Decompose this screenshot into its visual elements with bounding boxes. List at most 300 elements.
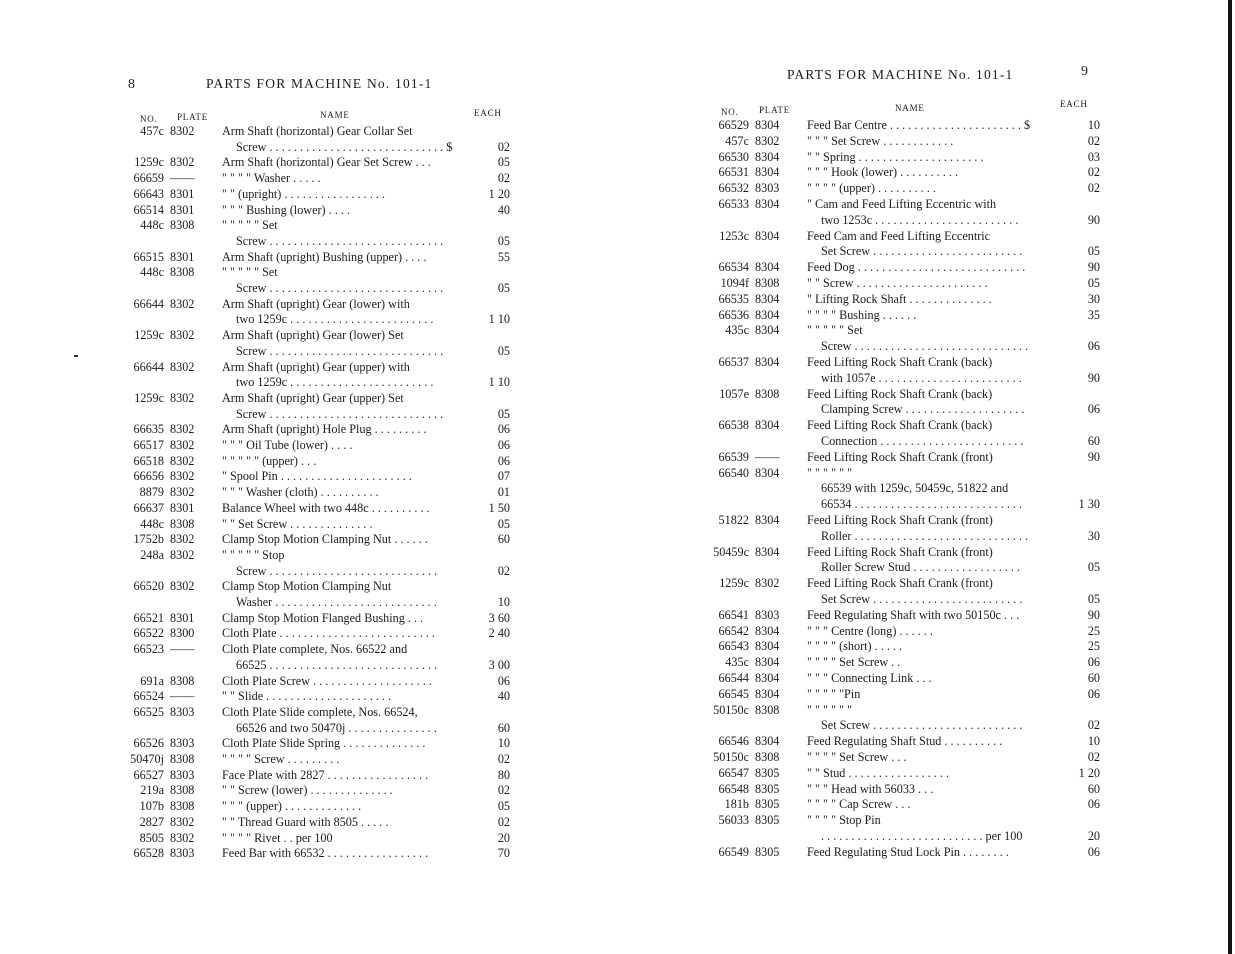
part-number: 66537	[718, 355, 749, 369]
part-row	[705, 687, 1100, 701]
plate-number: 8308	[755, 386, 780, 401]
part-number: 1259c	[134, 328, 164, 343]
plate-number: 8308	[170, 516, 195, 531]
part-price: 90	[1087, 607, 1100, 622]
part-name: " " " " Screw . . . . . . . . .	[222, 752, 340, 766]
part-number: 8879	[139, 485, 164, 500]
plate-number: 8302	[755, 576, 780, 591]
column-header-no: NO.	[140, 114, 158, 124]
part-name: Connection . . . . . . . . . . . . . . . . . . . . . . . .	[821, 434, 1024, 448]
part-row	[705, 766, 1100, 780]
part-name: 66526 and two 50470j . . . . . . . . . . . . . . .	[236, 720, 437, 735]
part-price: 02	[497, 139, 510, 154]
plate-number: 8302	[170, 124, 195, 138]
part-name: " " Stud . . . . . . . . . . . . . . . . .	[807, 765, 949, 780]
part-number: 691a	[140, 673, 164, 688]
part-row	[120, 360, 510, 374]
part-name: Feed Lifting Rock Shaft Crank (front)	[807, 513, 993, 527]
part-number: 66522	[133, 626, 164, 641]
part-row	[120, 831, 510, 845]
part-price: 05	[497, 799, 510, 814]
part-name: " " " " Washer . . . . .	[222, 171, 321, 186]
part-price: 07	[497, 469, 510, 484]
part-price: 06	[1087, 339, 1100, 354]
part-number: 448c	[140, 218, 164, 233]
part-name: " " Slide . . . . . . . . . . . . . . . . . . . . .	[222, 689, 392, 704]
part-price: 25	[1087, 639, 1100, 654]
part-number: 50470j	[130, 752, 164, 766]
part-number: 66523	[133, 642, 164, 657]
part-name: two 1259c . . . . . . . . . . . . . . . . . . . . . . . .	[236, 312, 434, 327]
part-number: 66520	[133, 579, 164, 594]
part-price: 02	[1087, 750, 1100, 764]
part-name: Screw . . . . . . . . . . . . . . . . . . . . . . . . . . . . .	[821, 339, 1029, 354]
part-row	[705, 434, 1100, 448]
part-name: " " " " " Set	[222, 265, 278, 280]
part-price: 03	[1087, 149, 1100, 164]
part-name: Cloth Plate Screw . . . . . . . . . . . . . . . . . . . .	[222, 673, 432, 688]
part-number: 66517	[133, 438, 164, 452]
part-name: Set Screw . . . . . . . . . . . . . . . . . . . . . . . . .	[821, 718, 1023, 733]
plate-number: 8303	[755, 607, 780, 622]
part-price: 01	[497, 485, 510, 500]
part-name: " " " " Cap Screw . . .	[807, 797, 911, 812]
plate-number: ——	[170, 689, 195, 704]
part-number: 66656	[133, 469, 164, 484]
part-name: " " " Centre (long) . . . . . .	[807, 623, 933, 638]
plate-number: 8304	[755, 418, 780, 433]
part-price: 05	[497, 406, 510, 421]
part-number: 66544	[718, 671, 749, 685]
part-number: 66546	[718, 734, 749, 749]
plate-number: 8300	[170, 626, 195, 641]
part-row	[120, 234, 510, 248]
part-name: " " " " Bushing . . . . . .	[807, 307, 917, 322]
part-name: Feed Lifting Rock Shaft Crank (front)	[807, 544, 993, 559]
part-price: 02	[497, 563, 510, 578]
plate-number: 8308	[170, 218, 195, 233]
part-name: " " " Connecting Link . . .	[807, 671, 932, 685]
part-row	[705, 703, 1100, 717]
page-title: PARTS FOR MACHINE No. 101-1	[787, 67, 1014, 82]
plate-number: 8305	[755, 765, 780, 780]
part-name: Screw . . . . . . . . . . . . . . . . . . . . . . . . . . . . .	[236, 233, 444, 248]
plate-number: 8302	[170, 485, 195, 500]
part-row	[120, 140, 510, 154]
plate-number: 8304	[755, 165, 780, 180]
part-price: 40	[497, 689, 510, 704]
plate-number: 8302	[170, 814, 195, 829]
part-number: 66543	[718, 639, 749, 654]
part-row	[120, 485, 510, 499]
part-row	[705, 260, 1100, 274]
part-row	[120, 768, 510, 782]
part-row	[120, 689, 510, 703]
part-price: 05	[1087, 592, 1100, 606]
scan-mark	[74, 355, 78, 357]
part-row	[120, 155, 510, 169]
part-number: 50150c	[713, 750, 749, 764]
plate-number: 8304	[755, 544, 780, 559]
part-price: 05	[1087, 244, 1100, 259]
part-price: 60	[1087, 781, 1100, 796]
part-name: " " " " " Stop	[222, 547, 285, 562]
part-number: 56033	[718, 813, 749, 828]
part-number: 66534	[718, 260, 749, 275]
part-name: Feed Regulating Shaft with two 50150c . . .	[807, 607, 1020, 622]
part-name: Arm Shaft (upright) Gear (lower) with	[222, 296, 410, 311]
part-number: 66541	[718, 607, 749, 622]
part-number: 1259c	[134, 390, 164, 405]
plate-number: 8305	[755, 813, 780, 828]
part-row	[705, 229, 1100, 243]
column-header-name: NAME	[895, 103, 925, 113]
part-row	[705, 782, 1100, 796]
part-row	[120, 752, 510, 766]
part-row	[705, 560, 1100, 574]
plate-number: 8304	[755, 639, 780, 654]
part-row	[120, 454, 510, 468]
part-name: " " " " " "	[807, 465, 853, 480]
part-row	[705, 418, 1100, 432]
part-name: Clamping Screw . . . . . . . . . . . . . . . . . . . .	[821, 402, 1025, 417]
part-price: 25	[1087, 623, 1100, 638]
part-price: 02	[1087, 718, 1100, 733]
part-row	[120, 265, 510, 279]
part-price: 1 10	[488, 312, 510, 327]
part-name: Feed Bar Centre . . . . . . . . . . . . . . . . . . . . . . $	[807, 118, 1031, 132]
part-number: 51822	[718, 513, 749, 527]
part-row	[705, 734, 1100, 748]
part-row	[120, 611, 510, 625]
part-row	[705, 513, 1100, 527]
part-row	[705, 308, 1100, 322]
part-number: 66538	[718, 418, 749, 433]
part-row	[705, 150, 1100, 164]
page-number: 8	[128, 77, 135, 92]
part-row	[705, 845, 1100, 859]
part-name: " " " Head with 56033 . . .	[807, 781, 934, 796]
part-row	[120, 579, 510, 593]
part-name: Cloth Plate . . . . . . . . . . . . . . . . . . . . . . . . . .	[222, 626, 435, 641]
plate-number: 8304	[755, 355, 780, 369]
part-price: 1 20	[1078, 765, 1100, 780]
part-row	[705, 213, 1100, 227]
part-price: 05	[1087, 276, 1100, 290]
plate-number: 8304	[755, 623, 780, 638]
part-number: 66637	[133, 500, 164, 515]
part-name: Feed Lifting Rock Shaft Crank (back)	[807, 355, 993, 369]
part-name: Arm Shaft (upright) Gear (upper) Set	[222, 390, 404, 405]
part-price: 06	[1087, 402, 1100, 417]
part-row	[120, 375, 510, 389]
plate-number: 8304	[755, 260, 780, 275]
part-price: 05	[497, 281, 510, 295]
part-number: 66524	[133, 689, 164, 704]
plate-number: 8301	[170, 249, 195, 264]
part-name: Feed Lifting Rock Shaft Crank (front)	[807, 449, 993, 464]
part-name: Set Screw . . . . . . . . . . . . . . . . . . . . . . . . .	[821, 592, 1023, 606]
part-number: 66643	[133, 186, 164, 201]
part-name: " " Screw (lower) . . . . . . . . . . . . . .	[222, 783, 393, 798]
part-name: Cloth Plate Slide Spring . . . . . . . . . . . . . .	[222, 736, 426, 751]
part-name: Roller Screw Stud . . . . . . . . . . . . . . . . . .	[821, 560, 1021, 575]
plate-number: 8305	[755, 797, 780, 812]
plate-number: 8302	[170, 453, 195, 468]
part-row	[705, 829, 1100, 843]
part-price: 05	[497, 233, 510, 248]
part-number: 1253c	[719, 228, 749, 243]
part-row	[705, 323, 1100, 337]
part-row	[120, 595, 510, 609]
part-row	[705, 655, 1100, 669]
part-row	[120, 344, 510, 358]
part-name: Cloth Plate complete, Nos. 66522 and	[222, 642, 408, 657]
part-price: 06	[1087, 655, 1100, 670]
part-row	[120, 438, 510, 452]
plate-number: 8304	[755, 228, 780, 243]
part-number: 66515	[133, 249, 164, 264]
part-price: 30	[1087, 291, 1100, 306]
part-price: 06	[1087, 686, 1100, 701]
column-header-no: NO.	[721, 107, 739, 117]
part-name: two 1253c . . . . . . . . . . . . . . . . . . . . . . . .	[821, 212, 1019, 227]
plate-number: 8304	[755, 118, 780, 132]
part-price: 1 30	[1078, 497, 1100, 512]
part-price: 05	[497, 155, 510, 170]
part-row	[120, 705, 510, 719]
part-row	[120, 469, 510, 483]
part-price: 02	[497, 752, 510, 766]
part-row	[120, 250, 510, 264]
part-row	[120, 532, 510, 546]
plate-number: 8304	[755, 197, 780, 211]
part-number: 66540	[718, 465, 749, 480]
plate-number: 8302	[170, 830, 195, 845]
part-row	[120, 783, 510, 797]
part-row	[120, 799, 510, 813]
plate-number: 8304	[755, 734, 780, 749]
part-price: 06	[497, 438, 510, 452]
plate-number: 8303	[170, 767, 195, 782]
part-number: 66644	[133, 359, 164, 374]
part-row	[120, 564, 510, 578]
part-price: 06	[497, 453, 510, 468]
part-row	[120, 171, 510, 185]
part-row	[705, 466, 1100, 480]
plate-number: 8302	[170, 422, 195, 437]
part-row	[705, 813, 1100, 827]
part-number: 66644	[133, 296, 164, 311]
part-name: " " " Bushing (lower) . . . .	[222, 202, 350, 217]
part-row	[705, 545, 1100, 559]
part-price: 80	[497, 767, 510, 782]
plate-number: 8308	[755, 750, 780, 764]
part-price: 06	[1087, 797, 1100, 812]
part-name: " " " (upper) . . . . . . . . . . . . .	[222, 799, 362, 814]
plate-number: 8302	[170, 155, 195, 170]
part-number: 66547	[718, 765, 749, 780]
part-name: " " " " "Pin	[807, 686, 861, 701]
plate-number: 8304	[755, 291, 780, 306]
plate-number: 8304	[755, 655, 780, 670]
part-price: 2 40	[488, 626, 510, 641]
part-name: Clamp Stop Motion Flanged Bushing . . .	[222, 610, 424, 625]
part-name: " Lifting Rock Shaft . . . . . . . . . . . . . .	[807, 291, 992, 306]
part-price: 55	[497, 249, 510, 264]
plate-number: 8304	[755, 307, 780, 322]
plate-number: 8303	[170, 736, 195, 751]
part-row	[705, 371, 1100, 385]
part-name: Feed Bar with 66532 . . . . . . . . . . . . . . . . .	[222, 846, 429, 861]
part-price: 90	[1087, 370, 1100, 385]
plate-number: 8301	[170, 500, 195, 515]
part-price: 35	[1087, 307, 1100, 322]
part-price: 1 20	[488, 186, 510, 201]
part-row	[120, 815, 510, 829]
column-header-plate: PLATE	[177, 112, 208, 122]
part-name: Clamp Stop Motion Clamping Nut . . . . . .	[222, 532, 428, 547]
part-price: 40	[497, 202, 510, 217]
part-name: two 1259c . . . . . . . . . . . . . . . . . . . . . . . .	[236, 375, 434, 390]
part-row	[705, 797, 1100, 811]
part-name: Roller . . . . . . . . . . . . . . . . . . . . . . . . . . . . .	[821, 528, 1029, 543]
part-number: 66635	[133, 422, 164, 437]
part-price: 02	[1087, 133, 1100, 148]
part-number: 66532	[718, 181, 749, 196]
part-row	[120, 517, 510, 531]
part-row	[120, 626, 510, 640]
part-row	[120, 721, 510, 735]
plate-number: 8302	[170, 579, 195, 594]
column-header-each: EACH	[474, 108, 502, 118]
plate-number: 8303	[755, 181, 780, 196]
part-row	[705, 608, 1100, 622]
part-number: 248a	[140, 547, 164, 562]
part-number: 66525	[133, 704, 164, 719]
part-row	[705, 134, 1100, 148]
part-number: 66659	[133, 171, 164, 186]
part-name: " " " " " "	[807, 702, 853, 717]
plate-number: 8304	[755, 149, 780, 164]
part-name: " " " " Set Screw . .	[807, 655, 901, 670]
part-name: Screw . . . . . . . . . . . . . . . . . . . . . . . . . . . . .	[236, 343, 444, 358]
part-name: Clamp Stop Motion Clamping Nut	[222, 579, 392, 594]
plate-number: 8303	[170, 704, 195, 719]
part-row	[120, 407, 510, 421]
part-price: 1 10	[488, 375, 510, 390]
part-name: Balance Wheel with two 448c . . . . . . . . . .	[222, 500, 430, 515]
part-number: 1259c	[719, 576, 749, 591]
part-name: " " " Washer (cloth) . . . . . . . . . .	[222, 485, 379, 500]
page-title: PARTS FOR MACHINE No. 101-1	[206, 76, 433, 91]
part-number: 66518	[133, 453, 164, 468]
part-number: 66535	[718, 291, 749, 306]
part-row	[705, 592, 1100, 606]
plate-number: 8305	[755, 844, 780, 859]
part-name: " " Thread Guard with 8505 . . . . .	[222, 814, 389, 829]
part-name: " " " " Set Screw . . .	[807, 750, 907, 764]
plate-number: 8302	[170, 296, 195, 311]
part-row	[705, 402, 1100, 416]
part-name: Arm Shaft (upright) Gear (upper) with	[222, 359, 410, 374]
part-name: Feed Regulating Stud Lock Pin . . . . . . . .	[807, 844, 1009, 859]
plate-number: 8308	[170, 799, 195, 814]
part-name: Feed Regulating Shaft Stud . . . . . . . . . .	[807, 734, 1003, 749]
part-number: 1094f	[720, 276, 749, 290]
part-price: 02	[497, 783, 510, 798]
part-price: 3 60	[488, 610, 510, 625]
part-price: 10	[1087, 118, 1100, 132]
part-row	[705, 529, 1100, 543]
part-number: 66514	[133, 202, 164, 217]
part-price: 90	[1087, 449, 1100, 464]
part-row	[120, 642, 510, 656]
part-price: 06	[497, 422, 510, 437]
part-price: 90	[1087, 260, 1100, 275]
part-name: Washer . . . . . . . . . . . . . . . . . . . . . . . . . . .	[236, 595, 437, 609]
part-name: Feed Lifting Rock Shaft Crank (front)	[807, 576, 993, 591]
part-row	[120, 501, 510, 515]
part-name: " " " " Rivet . . per 100	[222, 830, 333, 845]
part-name: " " " " (short) . . . . .	[807, 639, 903, 654]
plate-number: 8302	[170, 469, 195, 484]
part-name: 66539 with 1259c, 50459c, 51822 and	[821, 481, 1009, 496]
plate-number: ——	[755, 449, 780, 464]
part-row	[120, 328, 510, 342]
part-name: 66534 . . . . . . . . . . . . . . . . . . . . . . . . . . . .	[821, 497, 1023, 512]
part-price: 1 50	[488, 500, 510, 515]
part-row	[120, 312, 510, 326]
part-price: 02	[497, 814, 510, 829]
part-number: 66542	[718, 623, 749, 638]
part-number: 107b	[139, 799, 164, 814]
part-name: Feed Cam and Feed Lifting Eccentric	[807, 228, 991, 243]
part-row	[705, 718, 1100, 732]
part-row	[705, 244, 1100, 258]
part-number: 66536	[718, 307, 749, 322]
column-header-name: NAME	[320, 110, 350, 120]
part-number: 66539	[718, 449, 749, 464]
plate-number: 8302	[170, 532, 195, 547]
part-price: 20	[1087, 829, 1100, 843]
part-number: 66548	[718, 781, 749, 796]
part-row	[705, 339, 1100, 353]
part-row	[705, 197, 1100, 211]
part-row	[120, 187, 510, 201]
part-row	[705, 576, 1100, 590]
part-name: Cloth Plate Slide complete, Nos. 66524,	[222, 704, 418, 719]
plate-number: 8302	[170, 359, 195, 374]
part-name: " " Screw . . . . . . . . . . . . . . . . . . . . . .	[807, 276, 988, 290]
part-row	[120, 124, 510, 138]
part-name: " " " " " (upper) . . .	[222, 453, 317, 468]
part-name: " " " " " Set	[222, 218, 278, 233]
part-number: 66545	[718, 686, 749, 701]
part-price: 02	[1087, 181, 1100, 196]
part-number: 8505	[139, 830, 164, 845]
part-name: " " " Hook (lower) . . . . . . . . . .	[807, 165, 958, 180]
part-number: 66533	[718, 197, 749, 211]
part-row	[705, 165, 1100, 179]
part-price: 02	[497, 171, 510, 186]
part-row	[705, 292, 1100, 306]
plate-number: ——	[170, 171, 195, 186]
part-name: Screw . . . . . . . . . . . . . . . . . . . . . . . . . . . . . $	[236, 139, 453, 154]
part-row	[120, 281, 510, 295]
part-name: . . . . . . . . . . . . . . . . . . . . . . . . . . . per 100	[821, 829, 1023, 843]
part-name: Arm Shaft (horizontal) Gear Collar Set	[222, 124, 413, 138]
